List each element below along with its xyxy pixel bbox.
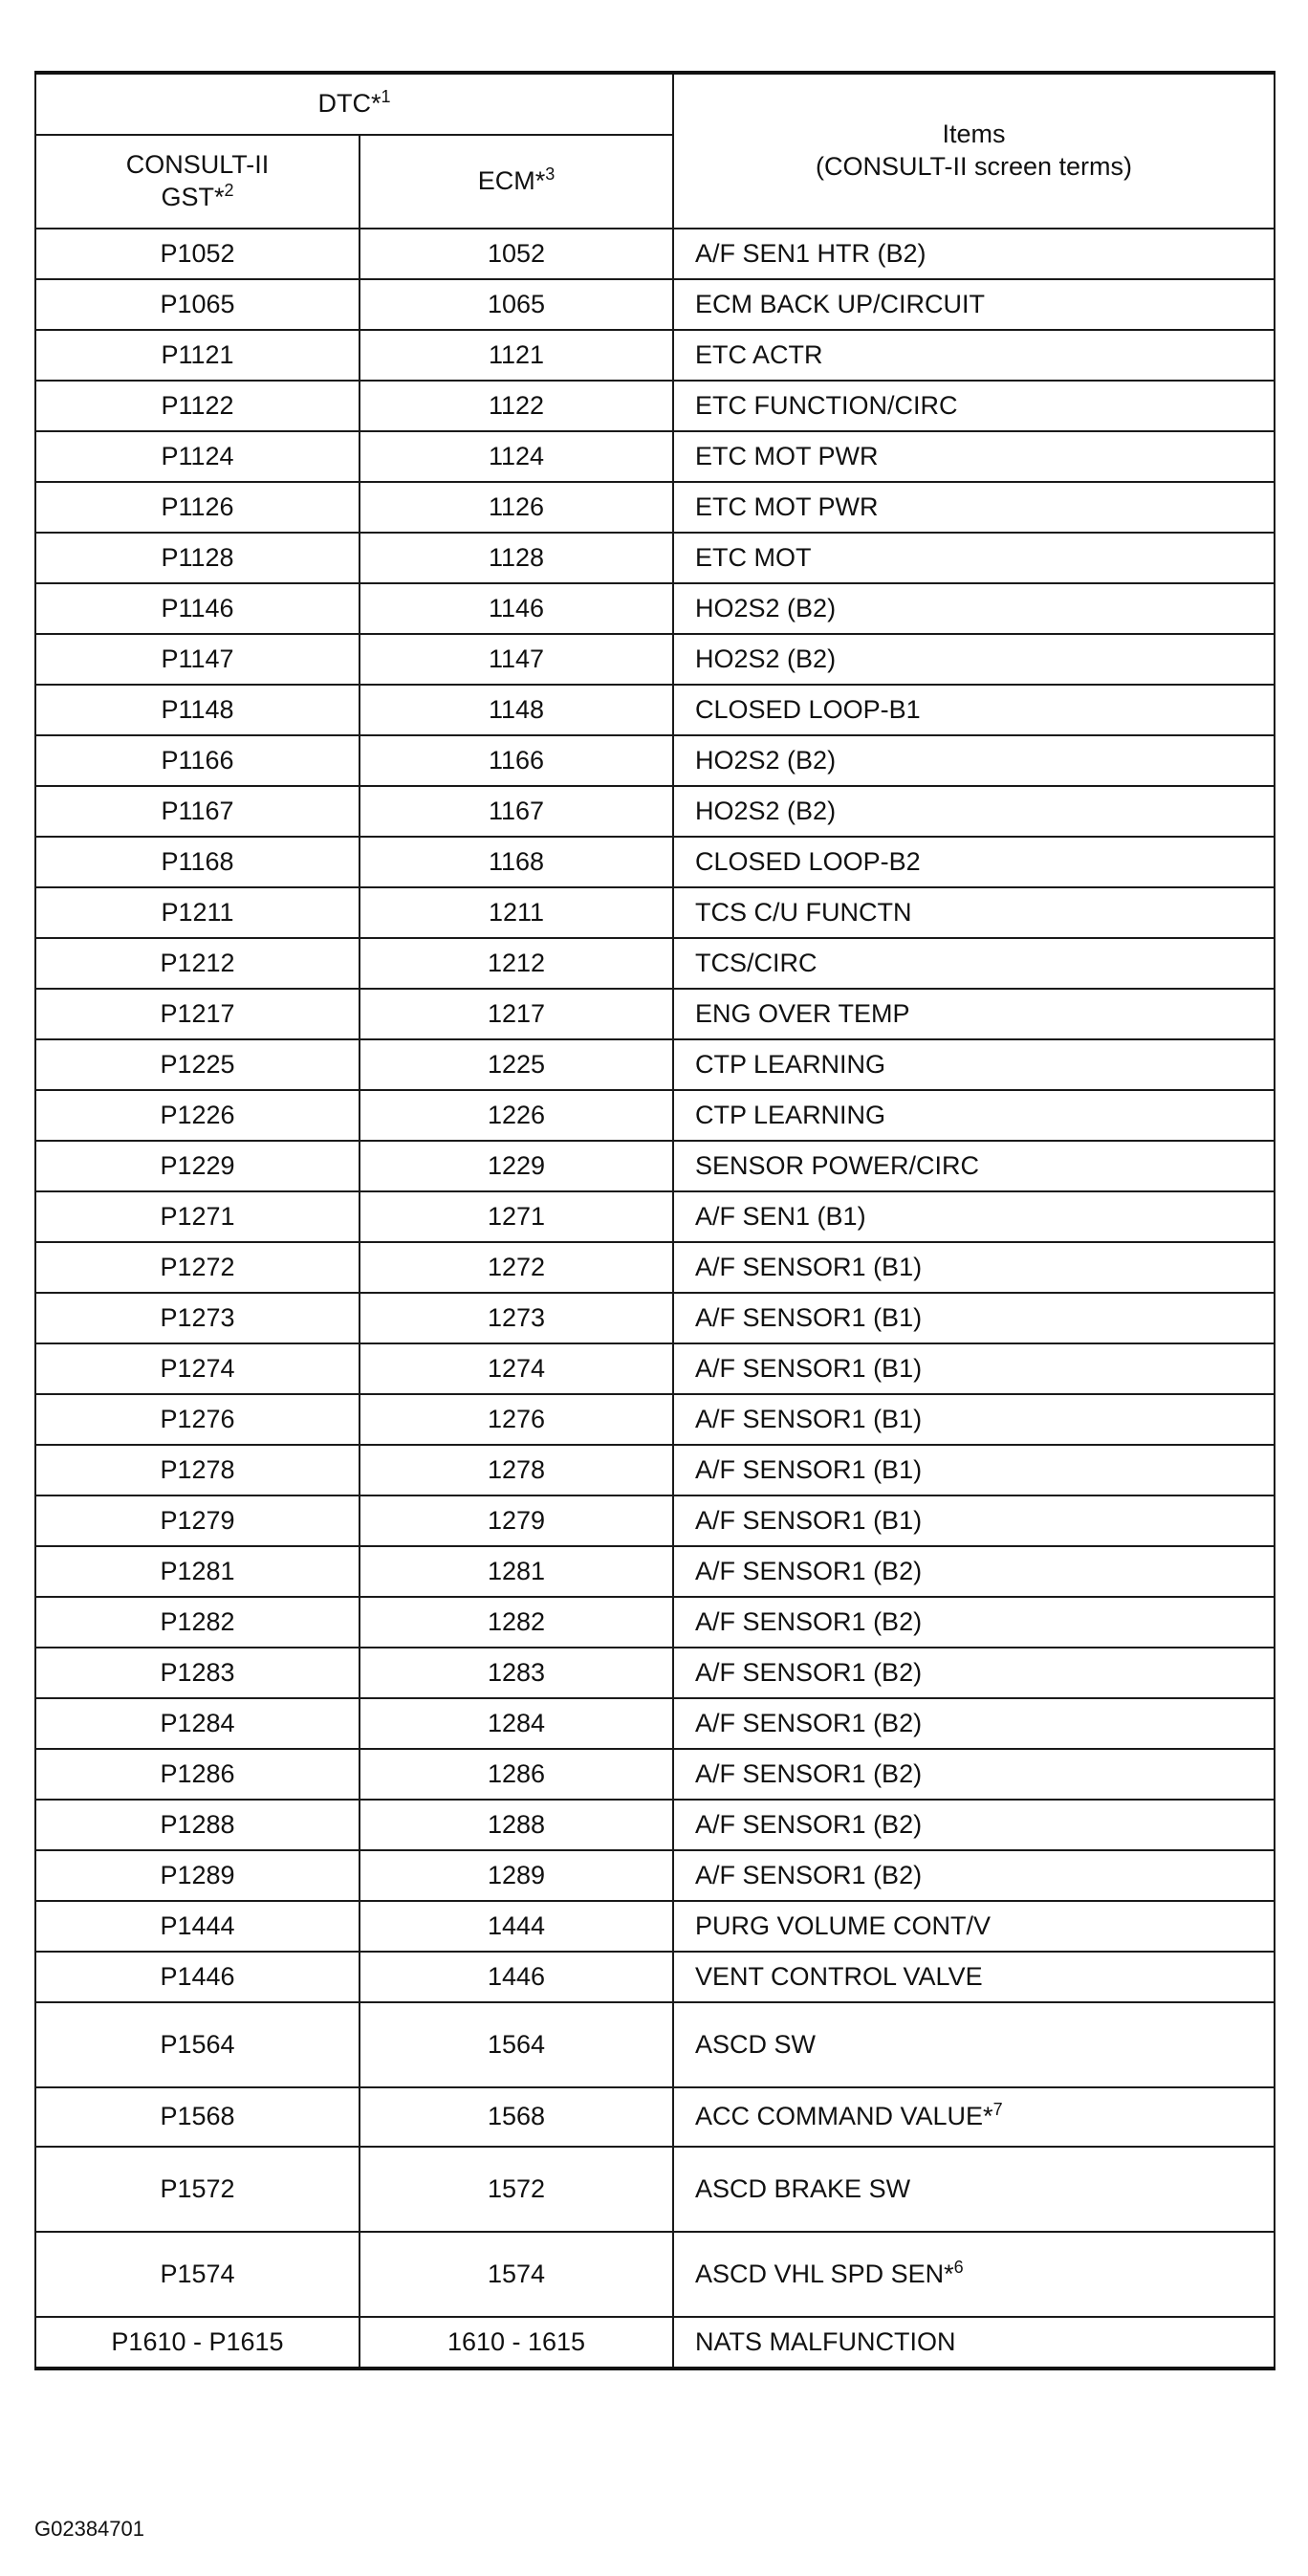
- ecm-code-cell: 1289: [360, 1850, 673, 1901]
- ecm-code-cell: 1272: [360, 1242, 673, 1293]
- ecm-code-cell: 1166: [360, 735, 673, 786]
- item-cell: ETC MOT PWR: [673, 482, 1275, 533]
- dtc-code-cell: P1273: [35, 1293, 360, 1343]
- table-row: [35, 1343, 1275, 1394]
- dtc-code-cell: P1271: [35, 1191, 360, 1242]
- ecm-code-cell: 1122: [360, 381, 673, 431]
- item-cell: A/F SENSOR1 (B1): [673, 1293, 1275, 1343]
- table-row: [35, 431, 1275, 482]
- dtc-code-cell: P1052: [35, 229, 360, 279]
- ecm-code-cell: 1052: [360, 229, 673, 279]
- dtc-table: [34, 71, 1275, 2370]
- item-cell: ETC FUNCTION/CIRC: [673, 381, 1275, 431]
- ecm-code-cell: 1273: [360, 1293, 673, 1343]
- ecm-code-cell: 1212: [360, 938, 673, 989]
- ecm-code-cell: 1126: [360, 482, 673, 533]
- dtc-code-cell: P1284: [35, 1698, 360, 1749]
- table-row: [35, 1850, 1275, 1901]
- dtc-code-cell: P1274: [35, 1343, 360, 1394]
- dtc-code-cell: P1226: [35, 1090, 360, 1141]
- item-cell: ETC ACTR: [673, 330, 1275, 381]
- table-row: [35, 1546, 1275, 1597]
- table-row: [35, 1800, 1275, 1850]
- item-cell: A/F SEN1 (B1): [673, 1191, 1275, 1242]
- table-row: [35, 1495, 1275, 1546]
- item-cell: A/F SENSOR1 (B2): [673, 1597, 1275, 1648]
- ecm-code-cell: 1572: [360, 2147, 673, 2232]
- figure-id: G02384701: [34, 2517, 144, 2541]
- footnote-marker: 7: [992, 2100, 1003, 2120]
- dtc-code-cell: P1281: [35, 1546, 360, 1597]
- dtc-code-cell: P1166: [35, 735, 360, 786]
- ecm-code-cell: 1271: [360, 1191, 673, 1242]
- dtc-code-cell: P1225: [35, 1039, 360, 1090]
- table-row: [35, 1749, 1275, 1800]
- ecm-code-cell: 1226: [360, 1090, 673, 1141]
- table-row: [35, 685, 1275, 735]
- table-row: [35, 938, 1275, 989]
- table-row: [35, 482, 1275, 533]
- dtc-code-cell: P1124: [35, 431, 360, 482]
- dtc-code-cell: P1572: [35, 2147, 360, 2232]
- dtc-code-cell: P1167: [35, 786, 360, 837]
- table-row: [35, 1191, 1275, 1242]
- dtc-code-cell: P1211: [35, 887, 360, 938]
- ecm-code-cell: 1168: [360, 837, 673, 887]
- item-cell: NATS MALFUNCTION: [673, 2317, 1275, 2369]
- item-cell: A/F SENSOR1 (B2): [673, 1850, 1275, 1901]
- dtc-table-container: [34, 71, 1274, 2370]
- dtc-header: DTC*$^1$: [35, 73, 673, 135]
- table-row: [35, 735, 1275, 786]
- ecm-code-cell: 1564: [360, 2002, 673, 2087]
- item-cell: TCS C/U FUNCTN: [673, 887, 1275, 938]
- dtc-code-cell: P1126: [35, 482, 360, 533]
- table-row: [35, 229, 1275, 279]
- table-row: [35, 1242, 1275, 1293]
- table-row: [35, 2232, 1275, 2317]
- table-row: [35, 1901, 1275, 1952]
- dtc-code-cell: P1282: [35, 1597, 360, 1648]
- table-row: [35, 1445, 1275, 1495]
- item-cell: ETC MOT PWR: [673, 431, 1275, 482]
- dtc-code-cell: P1289: [35, 1850, 360, 1901]
- item-cell: A/F SENSOR1 (B2): [673, 1749, 1275, 1800]
- dtc-code-cell: P1286: [35, 1749, 360, 1800]
- dtc-code-cell: P1065: [35, 279, 360, 330]
- table-row: [35, 1039, 1275, 1090]
- table-row: [35, 2147, 1275, 2232]
- table-row: [35, 1648, 1275, 1698]
- item-cell: ETC MOT: [673, 533, 1275, 583]
- ecm-code-cell: 1281: [360, 1546, 673, 1597]
- dtc-code-cell: P1272: [35, 1242, 360, 1293]
- item-cell: A/F SEN1 HTR (B2): [673, 229, 1275, 279]
- table-row: [35, 2002, 1275, 2087]
- ecm-code-cell: 1065: [360, 279, 673, 330]
- ecm-code-cell: 1446: [360, 1952, 673, 2002]
- item-cell: ASCD SW: [673, 2002, 1275, 2087]
- item-cell: A/F SENSOR1 (B1): [673, 1242, 1275, 1293]
- ecm-code-cell: 1146: [360, 583, 673, 634]
- table-row: [35, 837, 1275, 887]
- ecm-code-cell: 1444: [360, 1901, 673, 1952]
- ecm-code-cell: 1211: [360, 887, 673, 938]
- item-cell: HO2S2 (B2): [673, 634, 1275, 685]
- ecm-code-cell: 1278: [360, 1445, 673, 1495]
- item-cell: HO2S2 (B2): [673, 583, 1275, 634]
- dtc-code-cell: P1444: [35, 1901, 360, 1952]
- item-cell: A/F SENSOR1 (B2): [673, 1648, 1275, 1698]
- item-cell: CTP LEARNING: [673, 1090, 1275, 1141]
- table-row: [35, 1952, 1275, 2002]
- dtc-code-cell: P1168: [35, 837, 360, 887]
- table-row: [35, 1141, 1275, 1191]
- dtc-code-cell: P1122: [35, 381, 360, 431]
- table-row: [35, 2317, 1275, 2369]
- item-cell: CTP LEARNING: [673, 1039, 1275, 1090]
- item-cell: ASCD BRAKE SW: [673, 2147, 1275, 2232]
- dtc-code-cell: P1279: [35, 1495, 360, 1546]
- item-cell: TCS/CIRC: [673, 938, 1275, 989]
- dtc-code-cell: P1564: [35, 2002, 360, 2087]
- items-header: Items (CONSULT-II screen terms): [673, 73, 1275, 229]
- ecm-code-cell: 1167: [360, 786, 673, 837]
- table-row: [35, 330, 1275, 381]
- ecm-code-cell: 1288: [360, 1800, 673, 1850]
- dtc-code-cell: P1278: [35, 1445, 360, 1495]
- item-cell: ENG OVER TEMP: [673, 989, 1275, 1039]
- dtc-code-cell: P1229: [35, 1141, 360, 1191]
- ecm-code-cell: 1128: [360, 533, 673, 583]
- dtc-code-cell: P1128: [35, 533, 360, 583]
- dtc-code-cell: P1446: [35, 1952, 360, 2002]
- item-cell: VENT CONTROL VALVE: [673, 1952, 1275, 2002]
- table-row: [35, 1394, 1275, 1445]
- table-row: [35, 786, 1275, 837]
- table-row: [35, 887, 1275, 938]
- item-cell: HO2S2 (B2): [673, 735, 1275, 786]
- dtc-code-cell: P1148: [35, 685, 360, 735]
- ecm-code-cell: 1147: [360, 634, 673, 685]
- table-row: [35, 2087, 1275, 2147]
- table-row: [35, 634, 1275, 685]
- table-row: [35, 989, 1275, 1039]
- item-cell: A/F SENSOR1 (B1): [673, 1394, 1275, 1445]
- consult-header: CONSULT-II GST*$^2$: [35, 135, 360, 229]
- ecm-code-cell: 1124: [360, 431, 673, 482]
- table-row: [35, 279, 1275, 330]
- table-row: [35, 583, 1275, 634]
- ecm-code-cell: 1217: [360, 989, 673, 1039]
- item-cell: A/F SENSOR1 (B1): [673, 1343, 1275, 1394]
- ecm-code-cell: 1286: [360, 1749, 673, 1800]
- dtc-code-cell: P1212: [35, 938, 360, 989]
- dtc-code-cell: P1288: [35, 1800, 360, 1850]
- item-cell: HO2S2 (B2): [673, 786, 1275, 837]
- dtc-code-cell: P1574: [35, 2232, 360, 2317]
- table-row: [35, 533, 1275, 583]
- dtc-code-cell: P1146: [35, 583, 360, 634]
- dtc-code-cell: P1121: [35, 330, 360, 381]
- item-cell: ASCD VHL SPD SEN*$^6$: [673, 2232, 1275, 2317]
- ecm-code-cell: 1279: [360, 1495, 673, 1546]
- footnote-marker: 6: [953, 2257, 964, 2277]
- dtc-code-cell: P1610 - P1615: [35, 2317, 360, 2369]
- ecm-code-cell: 1225: [360, 1039, 673, 1090]
- table-row: [35, 1698, 1275, 1749]
- ecm-code-cell: 1229: [360, 1141, 673, 1191]
- dtc-code-cell: P1147: [35, 634, 360, 685]
- item-cell: A/F SENSOR1 (B1): [673, 1495, 1275, 1546]
- ecm-code-cell: 1568: [360, 2087, 673, 2147]
- item-cell: CLOSED LOOP-B2: [673, 837, 1275, 887]
- ecm-header: ECM*$^3$: [360, 135, 673, 229]
- ecm-code-cell: 1574: [360, 2232, 673, 2317]
- item-cell: ACC COMMAND VALUE*$^7$: [673, 2087, 1275, 2147]
- table-row: [35, 381, 1275, 431]
- table-row: [35, 1090, 1275, 1141]
- item-cell: SENSOR POWER/CIRC: [673, 1141, 1275, 1191]
- item-cell: A/F SENSOR1 (B1): [673, 1445, 1275, 1495]
- ecm-code-cell: 1610 - 1615: [360, 2317, 673, 2369]
- item-cell: A/F SENSOR1 (B2): [673, 1546, 1275, 1597]
- ecm-code-cell: 1284: [360, 1698, 673, 1749]
- item-cell: A/F SENSOR1 (B2): [673, 1800, 1275, 1850]
- dtc-code-cell: P1276: [35, 1394, 360, 1445]
- ecm-code-cell: 1121: [360, 330, 673, 381]
- table-row: [35, 1597, 1275, 1648]
- ecm-code-cell: 1283: [360, 1648, 673, 1698]
- item-cell: A/F SENSOR1 (B2): [673, 1698, 1275, 1749]
- table-row: [35, 1293, 1275, 1343]
- ecm-code-cell: 1274: [360, 1343, 673, 1394]
- dtc-code-cell: P1217: [35, 989, 360, 1039]
- dtc-code-cell: P1283: [35, 1648, 360, 1698]
- ecm-code-cell: 1282: [360, 1597, 673, 1648]
- item-cell: ECM BACK UP/CIRCUIT: [673, 279, 1275, 330]
- dtc-code-cell: P1568: [35, 2087, 360, 2147]
- ecm-code-cell: 1276: [360, 1394, 673, 1445]
- item-cell: CLOSED LOOP-B1: [673, 685, 1275, 735]
- item-cell: PURG VOLUME CONT/V: [673, 1901, 1275, 1952]
- ecm-code-cell: 1148: [360, 685, 673, 735]
